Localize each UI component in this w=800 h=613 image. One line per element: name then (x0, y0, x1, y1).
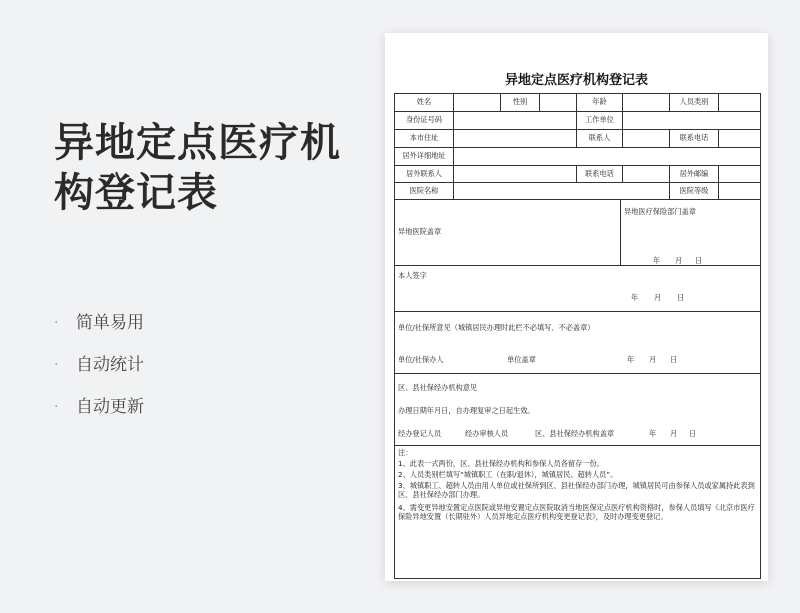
value-employer (622, 112, 762, 129)
note-heading: 注： (398, 448, 413, 457)
form-row-stamps (395, 200, 760, 266)
date-year: 年 (631, 293, 639, 302)
label-contact: 联系人 (576, 130, 622, 147)
value-contact-phone (718, 130, 762, 147)
label-local-address: 本市住址 (409, 133, 439, 143)
label-review-staff: 经办审核人员 (465, 429, 509, 438)
date-day: 日 (689, 429, 697, 438)
label-person-type: 人员类别 (669, 94, 718, 111)
promo-title: 异地定点医疗机构登记表 (54, 120, 341, 216)
label-hospital-name: 医院名称 (409, 185, 439, 195)
label-name: 姓名 (416, 97, 432, 107)
value-remote-address (453, 148, 762, 165)
form-row-id (395, 112, 760, 130)
date-year: 年 (627, 355, 635, 364)
date-day: 日 (670, 355, 678, 364)
date-month: 月 (670, 429, 678, 438)
value-remote-contact (453, 166, 576, 182)
label-district-stamp: 区、县社保经办机构盖章 (535, 429, 615, 438)
value-gender (539, 94, 576, 111)
feature-item: · 自动更新 (54, 394, 144, 436)
label-gender: 性别 (500, 94, 539, 111)
form-row-remote-contact (395, 166, 760, 183)
form-row-signature (395, 266, 760, 312)
label-remote-zip: 居外邮编 (669, 166, 718, 182)
label-hospital-level: 医院等级 (669, 183, 718, 199)
label-reg-staff: 经办登记人员 (398, 429, 442, 438)
feature-list (54, 310, 144, 436)
form-row-remote-address (395, 148, 760, 166)
value-id-number (453, 112, 576, 129)
note-item: 4、需变更异地安置定点医院或异地安置定点医院取消当地医保定点医疗机构资格时，参保人员填写《北京市医疗保险异地安置（长期驻外）人员异地定点医疗机构变更登记表》，及时办理变更登记。 (398, 503, 755, 521)
label-remote-contact: 居外联系人 (406, 168, 442, 178)
bullet-icon: · (54, 357, 59, 373)
form-row-hospital (395, 183, 760, 200)
feature-item: · 自动统计 (54, 352, 144, 394)
bullet-icon: · (54, 399, 59, 415)
date-day: 日 (677, 293, 685, 302)
date-month: 月 (649, 355, 657, 364)
value-age (622, 94, 669, 111)
label-id-number: 身份证号码 (406, 115, 442, 125)
label-contact-phone: 联系电话 (669, 130, 718, 147)
note-item: 2、人员类别栏填写“城镇职工（在职/退休），城镇居民、超转人员”。 (398, 470, 618, 479)
value-name (453, 94, 500, 111)
date-day: 日 (695, 256, 703, 265)
label-remote-phone: 联系电话 (576, 166, 622, 182)
label-handle-date: 办理日期年月日，自办理复审之日起生效。 (398, 406, 535, 415)
date-month: 月 (675, 256, 683, 265)
date-month: 月 (654, 293, 662, 302)
value-contact (622, 130, 669, 147)
feature-item: · 简单易用 (54, 310, 144, 352)
value-remote-phone (622, 166, 669, 182)
label-district-opinion: 区、县社保经办机构意见 (398, 383, 478, 392)
label-unit-opinion: 单位/社保所意见（城镇居民办理时此栏不必填写、不必盖章） (398, 323, 595, 332)
value-local-address (453, 130, 576, 147)
date-year: 年 (653, 256, 661, 265)
value-remote-zip (718, 166, 762, 182)
form-row-unit-opinion (395, 312, 760, 374)
document-preview (385, 33, 768, 581)
value-hospital-level (718, 183, 762, 199)
form-row-basic-info (395, 94, 760, 112)
label-unit-handler: 单位/社保办人 (398, 355, 444, 364)
label-unit-stamp: 单位盖章 (507, 355, 536, 364)
label-self-sign: 本人签字 (398, 271, 427, 280)
label-hospital-stamp: 异地医院盖章 (398, 227, 442, 237)
value-person-type (718, 94, 762, 111)
bullet-icon: · (54, 315, 59, 331)
form-row-address (395, 130, 760, 148)
value-hospital-name (453, 183, 669, 199)
form-row-notes (395, 446, 760, 579)
registration-form-table (394, 93, 761, 579)
form-row-district-opinion (395, 374, 760, 446)
note-item: 1、此表一式两份，区、县社保经办机构和参保人员各留存一份。 (398, 459, 604, 468)
label-insurance-stamp: 异地医疗保险部门盖章 (620, 200, 762, 265)
label-employer: 工作单位 (576, 112, 622, 129)
label-age: 年龄 (576, 94, 622, 111)
note-item: 3、城镇职工、超转人员由用人单位或社保所到区、县社保经办部门办理，城镇居民可由参保人员或家属持此表到区、县社保经办部门办理。 (398, 481, 755, 499)
document-title: 异地定点医疗机构登记表 (504, 73, 648, 88)
date-year: 年 (649, 429, 657, 438)
label-remote-address: 居外详细地址 (402, 151, 446, 161)
